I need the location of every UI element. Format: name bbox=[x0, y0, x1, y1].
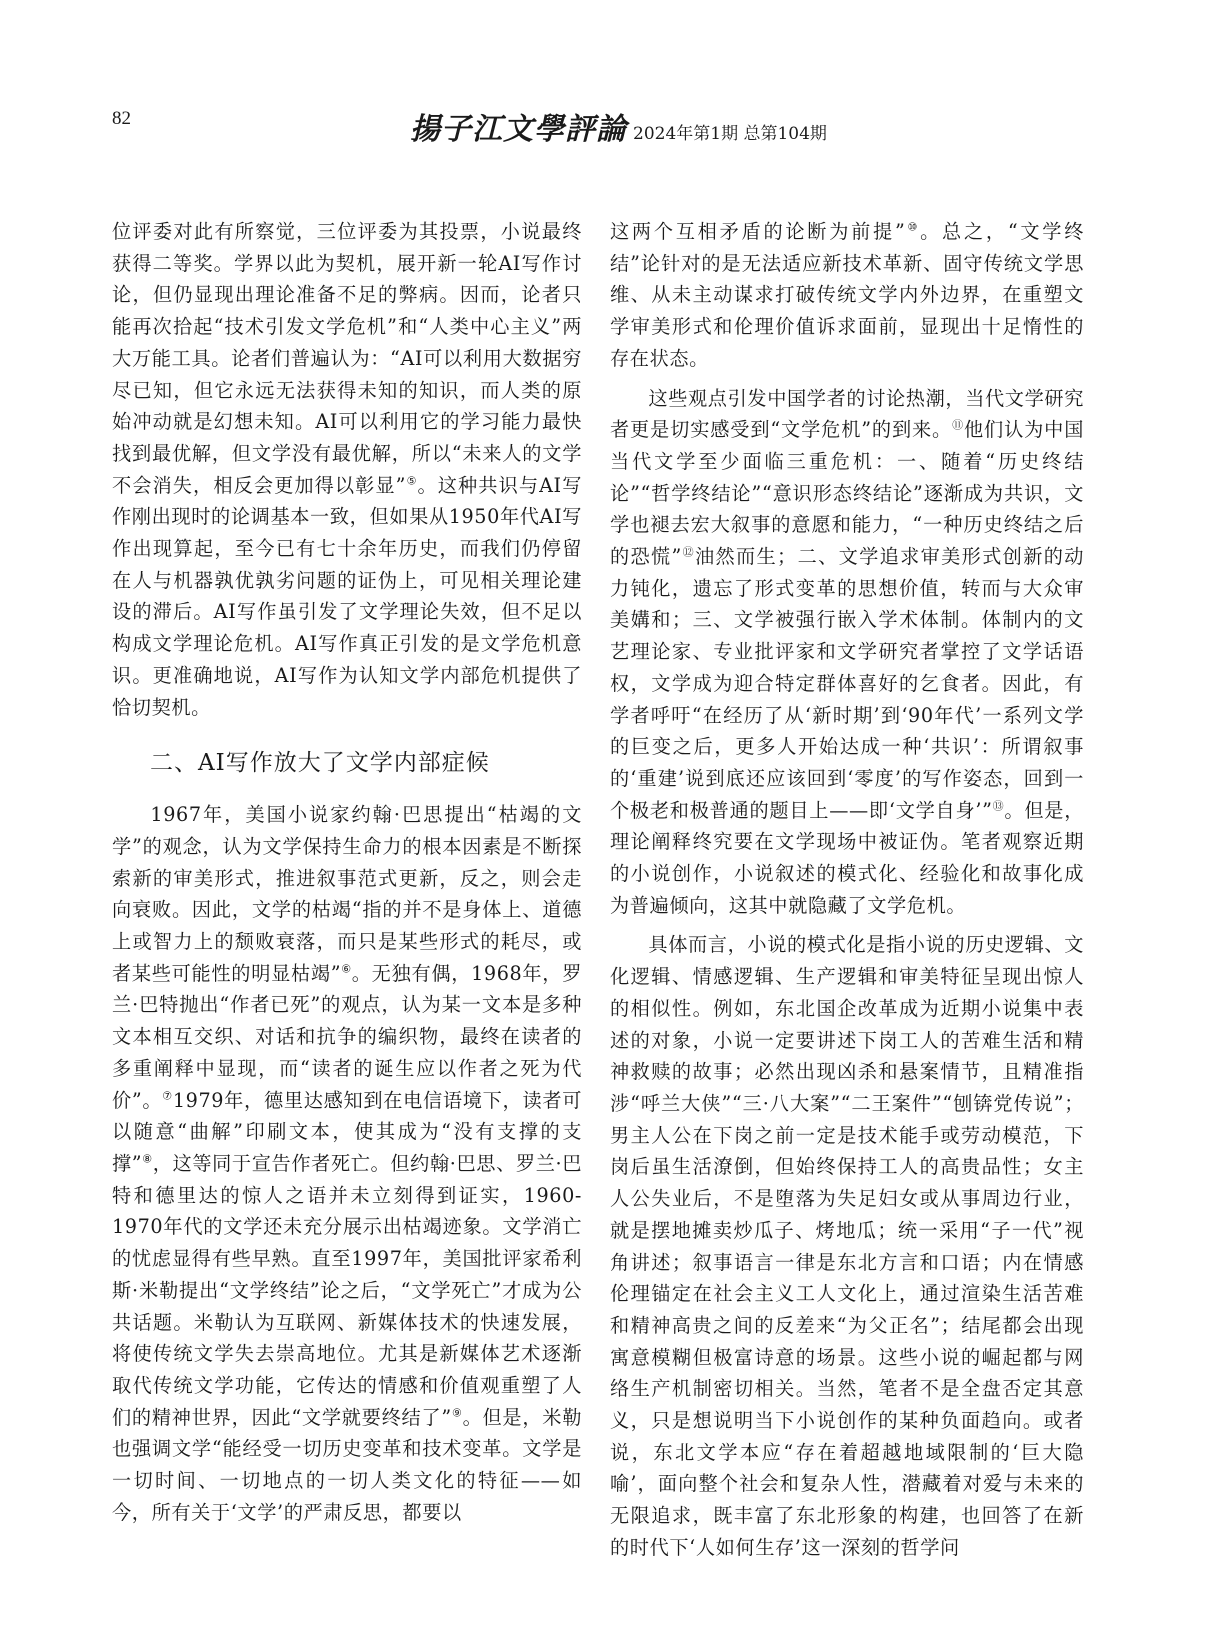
journal-masthead bbox=[410, 104, 827, 148]
footnote-marker: ⑧ bbox=[142, 1152, 153, 1166]
paragraph bbox=[112, 799, 582, 1528]
text-run: 这两个互相矛盾的论断为前提” bbox=[610, 220, 906, 243]
footnote-marker: ⑩ bbox=[905, 220, 921, 234]
text-run: 位评委对此有所察觉，三位评委为其投票，小说最终获得二等奖。学界以此为契机，展开新一轮AI写作讨论，但仍显现出理论准备不足的弊病。因而，论者只能再次拾起“技术引发文学危机”和“人类中心主义”两大万能工具。论者们普遍认为：“AI可以利用大数据穷尽已知，但它永远无法获得未知的知识，而人类的原始冲动就是幻想未知。AI可以利用它的学习能力最快找到最优解，但文学没有最优解，所以“未来人的文学不会消失，相反会更加得以彰显” bbox=[112, 220, 582, 497]
text-run: 。但是，米勒也强调文学“能经受一切历史变革和技术变革。文学是一切时间、一切地点的一切人类文化的特征——如今，所有关于‘文学’的严肃反思，都要以 bbox=[112, 1405, 582, 1524]
footnote-marker: ⑨ bbox=[451, 1406, 463, 1420]
footnote-marker: ⑫ bbox=[681, 545, 696, 559]
text-run: 这些观点引发中国学者的讨论热潮，当代文学研究者更是切实感受到“文学危机”的到来。 bbox=[610, 386, 1084, 442]
paragraph bbox=[112, 216, 582, 723]
text-run: 油然而生；二、文学追求审美形式创新的动力钝化，遗忘了形式变革的思想价值，转而与大众审美媾和；三、文学被强行嵌入学术体制。体制内的文艺理论家、专业批评家和文学研究者掌控了文学话语权，文学成为迎合特定群体喜好的乞食者。因此，有学者呼吁“在经历了从‘新时期’到‘90年代’一系列文学的巨变之后，更多人开始达成一种‘共识’：所谓叙事的‘重建’说到底还应该回到‘零度’的写作姿态，回到一个极老和极普通的题目上——即‘文学自身’” bbox=[610, 545, 1085, 822]
text-run: 。但是，理论阐释终究要在文学现场中被证伪。笔者观察近期的小说创作，小说叙述的模式化、经验化和故事化成为普遍倾向，这其中就隐藏了文学危机。 bbox=[610, 798, 1084, 917]
text-run: 。总之，“文学终结”论针对的是无法适应新技术革新、固守传统文学思维、从未主动谋求打破传统文学内外边界，在重塑文学审美形式和伦理价值诉求面前，显现出十足惰性的存在状态。 bbox=[610, 220, 1085, 370]
text-run: 。无独有偶，1968年，罗兰·巴特抛出“作者已死”的观点，认为某一文本是多种文本相互交织、对话和抗争的编织物，最终在读者的多重阐释中显现，而“读者的诞生应以作者之死为代价”。 bbox=[112, 961, 582, 1112]
footnote-marker: ⑤ bbox=[406, 474, 418, 488]
text-run: ，这等同于宣告作者死亡。但约翰·巴思、罗兰·巴特和德里达的惊人之语并未立刻得到证实，1960-1970年代的文学还未充分展示出枯竭迹象。文学消亡的忧虑显得有些早熟。直至1997年，美国批评家希利斯·米勒提出“文学终结”论之后，“文学死亡”才成为公共话题。米勒认为互联网、新媒体技术的快速发展，将使传统文学失去崇高地位。尤其是新媒体艺术逐渐取代传统文学功能，它传达的情感和价值观重塑了人们的精神世界，因此“文学就要终结了” bbox=[112, 1151, 582, 1429]
right-column bbox=[610, 216, 1084, 1564]
left-column bbox=[112, 216, 582, 1528]
paragraph bbox=[610, 216, 1084, 375]
section-heading: 二、AI写作放大了文学内部症候 bbox=[150, 750, 490, 777]
text-run: 。这种共识与AI写作刚出现时的论调基本一致，但如果从1950年代AI写作出现算起，至今已有七十余年历史，而我们仍停留在人与机器孰优孰劣问题的证伪上，可见相关理论建设的滞后。AI写作虽引发了文学理论失效，但不足以构成文学理论危机。AI写作真正引发的是文学危机意识。更准确地说，AI写作为认知文学内部危机提供了恰切契机。 bbox=[112, 473, 582, 719]
footnote-marker: ⑪ bbox=[952, 418, 964, 432]
footnote-marker: ⑥ bbox=[341, 962, 352, 976]
page-number: 82 bbox=[112, 108, 131, 129]
text-run: 1979年，德里达感知到在电信语境下，读者可以随意“曲解”印刷文本，使其成为“没有支撑的支撑” bbox=[112, 1088, 582, 1175]
text-run: 1967年，美国小说家约翰·巴思提出“枯竭的文学”的观念，认为文学保持生命力的根本因素是不断探索新的审美形式，推进叙事范式更新，反之，则会走向衰败。因此，文学的枯竭“指的并不是身体上、道德上或智力上的颓败衰落，而只是某些形式的耗尽，或者某些可能性的明显枯竭” bbox=[112, 803, 582, 985]
footnote-marker: ⑬ bbox=[992, 799, 1005, 813]
footnote-marker: ⑦ bbox=[162, 1089, 173, 1103]
text-run: 他们认为中国当代文学至少面临三重危机：一、随着“历史终结论”“哲学终结论”“意识形态终结论”逐渐成为共识，文学也褪去宏大叙事的意愿和能力，“一种历史终结之后的恐慌” bbox=[610, 418, 1084, 569]
paragraph bbox=[610, 383, 1084, 922]
journal-logo: 揚子江文學評論 bbox=[410, 112, 627, 147]
paragraph: 具体而言，小说的模式化是指小说的历史逻辑、文化逻辑、情感逻辑、生产逻辑和审美特征呈现出惊人的相似性。例如，东北国企改革成为近期小说集中表述的对象，小说一定要讲述下岗工人的苦难生活和精神救赎的故事；必然出现凶杀和悬案情节，且精准指涉“呼兰大侠”“三·八大案”“二王案件”“刨锛党传说”；男主人公在下岗之前一定是技术能手或劳动模范，下岗后虽生活潦倒，但始终保持工人的高贵品性；女主人公失业后，不是堕落为失足妇女或从事周边行业，就是摆地摊卖炒瓜子、烤地瓜；统一采用“子一代”视角讲述；叙事语言一律是东北方言和口语；内在情感伦理锚定在社会主义工人文化上，通过渲染生活苦难和精神高贵之间的反差来“为父正名”；结尾都会出现寓意模糊但极富诗意的场景。这些小说的崛起都与网络生产机制密切相关。当然，笔者不是全盘否定其意义，只是想说明当下小说创作的某种负面趋向。或者说，东北文学本应“存在着超越地域限制的‘巨大隐喻’，面向整个社会和复杂人性，潜藏着对爱与未来的无限追求，既丰富了东北形象的构建，也回答了在新的时代下‘人如何生存’这一深刻的哲学问 bbox=[610, 933, 1084, 1559]
issue-info: 2024年第1期 总第104期 bbox=[633, 124, 827, 144]
